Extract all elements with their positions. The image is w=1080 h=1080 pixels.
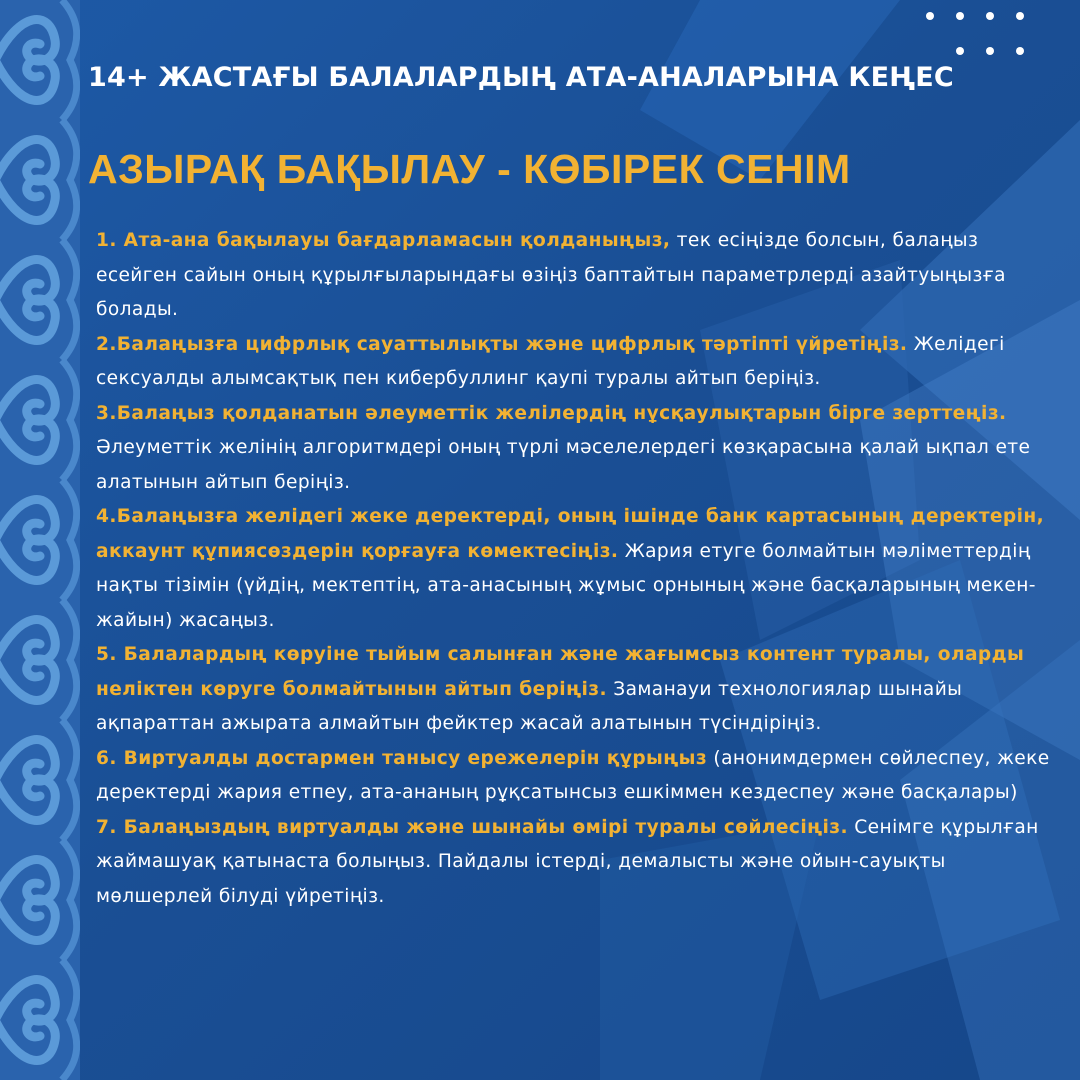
tip-heading: 3.Балаңыз қолданатын әлеуметтік желілердің нұсқаулықтарын бірге зерттеңіз. — [96, 402, 1007, 424]
tip-text: (анонимдермен сөйлеспеу, жеке деректерді жария етпеу, ата-ананың рұқсатынсыз ешкіммен кездеспеу және басқалары) — [96, 747, 1050, 803]
tip-item-6 — [96, 742, 1054, 811]
tips-list — [96, 224, 1054, 914]
tip-text: тек есіңізде болсын, балаңыз есейген сайын оның құрылғыларындағы өзіңіз баптайтын параметрлерді азайтуыңызға болады. — [96, 230, 1006, 320]
tip-item-2 — [96, 328, 1054, 397]
tip-heading: 4.Балаңызға желідегі жеке деректерді, оның ішінде банк картасының деректерін, аккаунт құпиясөздерін қорғауға көмектесіңіз. — [96, 506, 1045, 562]
content-area — [88, 0, 1058, 1080]
tip-item-1 — [96, 224, 1054, 328]
kazakh-ornament-border — [0, 0, 80, 1080]
page-title: АЗЫРАҚ БАҚЫЛАУ - КӨБІРЕК СЕНІМ — [88, 146, 851, 192]
tip-text: Сенімге құрылған жаймашуақ қатынаста болыңыз. Пайдалы істерді, демалысты және ойын-сауықты мөлшерлей білуді үйретіңіз. — [96, 816, 1039, 907]
tip-item-3 — [96, 397, 1054, 501]
tip-text: Заманауи технологиялар шынайы ақпараттан ажырата алмайтын фейктер жасай алатынын түсіндіріңіз. — [96, 678, 963, 734]
tip-text: Жария етуге болмайтын мәліметтердің нақты тізімін (үйдің, мектептің, ата-анасының жұмыс орнының және басқаларының мекен-жайын) жасаңыз. — [96, 540, 1036, 631]
tip-text: Әлеуметтік желінің алгоритмдері оның түрлі мәселелердегі көзқарасына қалай ықпал ете алатынын айтып беріңіз. — [96, 437, 1031, 493]
tip-heading: 7. Балаңыздың виртуалды және шынайы өмірі туралы сөйлесіңіз. — [96, 816, 848, 838]
tip-text: Желідегі сексуалды алымсақтық пен кибербуллинг қаупі туралы айтып беріңіз. — [96, 333, 1005, 389]
page-subtitle: 14+ ЖАСТАҒЫ БАЛАЛАРДЫҢ АТА-АНАЛАРЫНА КЕҢЕС — [88, 62, 954, 93]
tip-item-5 — [96, 638, 1054, 742]
tip-heading: 1. Ата-ана бақылауы бағдарламасын қолданыңыз, — [96, 230, 671, 251]
tip-heading: 6. Виртуалды достармен танысу ережелерін құрыңыз — [96, 747, 708, 769]
tip-heading: 5. Балалардың көруіне тыйым салынған және жағымсыз контент туралы, оларды неліктен көруге болмайтынын айтып беріңіз. — [96, 644, 1025, 700]
tip-heading: 2.Балаңызға цифрлық сауаттылықты және цифрлық тәртіпті үйретіңіз. — [96, 333, 908, 355]
tip-item-7 — [96, 811, 1054, 915]
tip-item-4 — [96, 500, 1054, 638]
